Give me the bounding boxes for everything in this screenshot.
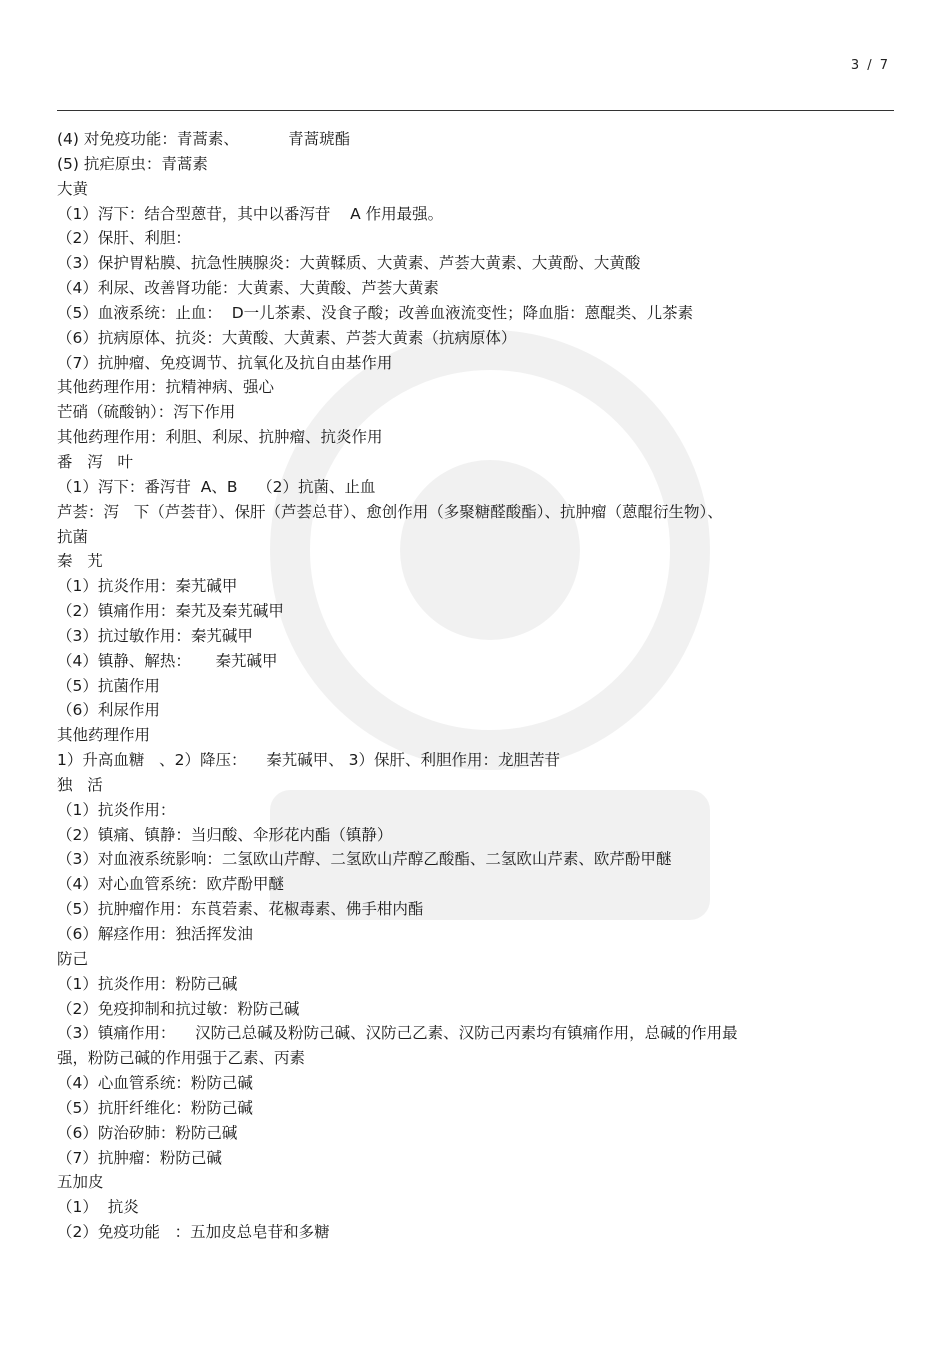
section-heading: 五加皮 xyxy=(57,1173,104,1192)
text-line: （2）免疫抑制和抗过敏：粉防己碱 xyxy=(57,999,300,1018)
text-line: （6）防治矽肺：粉防己碱 xyxy=(57,1123,238,1142)
text-line: 其他药理作用：利胆、利尿、抗肿瘤、抗炎作用 xyxy=(57,428,383,447)
section-heading: 防己 xyxy=(57,949,89,968)
text-line: （6）解痉作用：独活挥发油 xyxy=(57,925,253,943)
text-line: （6）抗病原体、抗炎：大黄酸、大黄素、芦荟大黄素（抗病原体） xyxy=(57,328,517,347)
text-line: （4）利尿、改善肾功能：大黄素、大黄酸、芦荟大黄素 xyxy=(57,279,439,298)
text-line: （5）抗肿瘤作用：东莨菪素、花椒毒素、佛手柑内酯 xyxy=(57,900,424,919)
section-heading: 大黄 xyxy=(57,179,89,198)
text-line: 其他药理作用：抗精神病、强心 xyxy=(57,378,275,397)
text-line: （5）抗菌作用 xyxy=(57,676,160,695)
text-line: (5) 抗疟原虫：青蒿素 xyxy=(57,154,208,173)
text-line: （1）泻下：番泻苷 A、B （2）抗菌、止血 xyxy=(57,477,376,496)
text-line: （1）抗炎作用：粉防己碱 xyxy=(57,974,238,993)
text-line: (4) 对免疫功能：青蒿素、 青蒿琥酯 xyxy=(57,130,351,148)
section-heading: 秦 艽 xyxy=(57,552,103,571)
text-line: 抗菌 xyxy=(57,527,89,546)
text-line: （3）保护胃粘膜、抗急性胰腺炎：大黄鞣质、大黄素、芦荟大黄素、大黄酚、大黄酸 xyxy=(57,254,641,273)
text-line: （2）镇痛作用：秦艽及秦艽碱甲 xyxy=(57,602,284,621)
text-line: （4）心血管系统：粉防己碱 xyxy=(57,1074,253,1093)
page-number: 3 / 7 xyxy=(850,58,890,73)
text-line: （4）镇静、解热： 秦艽碱甲 xyxy=(57,651,278,670)
text-line: （3）镇痛作用： 汉防己总碱及粉防己碱、汉防己乙素、汉防己丙素均有镇痛作用，总碱的作用最 xyxy=(57,1024,738,1043)
section-heading: 番 泻 叶 xyxy=(57,452,134,471)
text-line: （2）免疫功能 ：五加皮总皂苷和多糖 xyxy=(57,1223,330,1242)
text-line: 芦荟：泻 下（芦荟苷）、保肝（芦荟总苷）、愈创作用（多聚糖醛酸酯）、抗肿瘤（蒽醌衍生物）、 xyxy=(57,502,723,521)
text-line: （6）利尿作用 xyxy=(57,701,160,720)
text-line: 1）升高血糖 、2）降压： 秦艽碱甲、 3）保肝、利胆作用：龙胆苦苷 xyxy=(57,751,561,770)
text-line: （5）血液系统：止血： D一儿茶素、没食子酸；改善血液流变性；降血脂：蒽醌类、儿茶素 xyxy=(57,303,694,322)
text-line: （3）对血液系统影响：二氢欧山芹醇、二氢欧山芹醇乙酸酯、二氢欧山芹素、欧芹酚甲醚 xyxy=(57,850,672,869)
text-line: （1）抗炎作用：秦艽碱甲 xyxy=(57,577,238,596)
text-line: （3）抗过敏作用：秦艽碱甲 xyxy=(57,626,253,645)
text-line: （4）对心血管系统：欧芹酚甲醚 xyxy=(57,875,284,894)
text-line: （5）抗肝纤维化：粉防己碱 xyxy=(57,1098,253,1117)
text-line: （1）抗炎作用： xyxy=(57,800,176,819)
document-body xyxy=(57,127,857,1245)
section-heading: 独 活 xyxy=(57,775,103,794)
text-line: （2）保肝、利胆： xyxy=(57,229,191,248)
text-line: （7）抗肿瘤、免疫调节、抗氧化及抗自由基作用 xyxy=(57,353,393,372)
text-line: 其他药理作用 xyxy=(57,726,151,745)
text-line: （7）抗肿瘤：粉防己碱 xyxy=(57,1148,222,1167)
header-rule xyxy=(57,110,894,111)
text-line: （1） 抗炎 xyxy=(57,1198,139,1217)
text-line: 强，粉防己碱的作用强于乙素、丙素 xyxy=(57,1049,306,1068)
text-line: 芒硝（硫酸钠）：泻下作用 xyxy=(57,403,236,422)
text-line: （2）镇痛、镇静：当归酸、伞形花内酯（镇静） xyxy=(57,825,393,844)
text-line: （1）泻下：结合型蒽苷，其中以番泻苷 A 作用最强。 xyxy=(57,204,444,223)
